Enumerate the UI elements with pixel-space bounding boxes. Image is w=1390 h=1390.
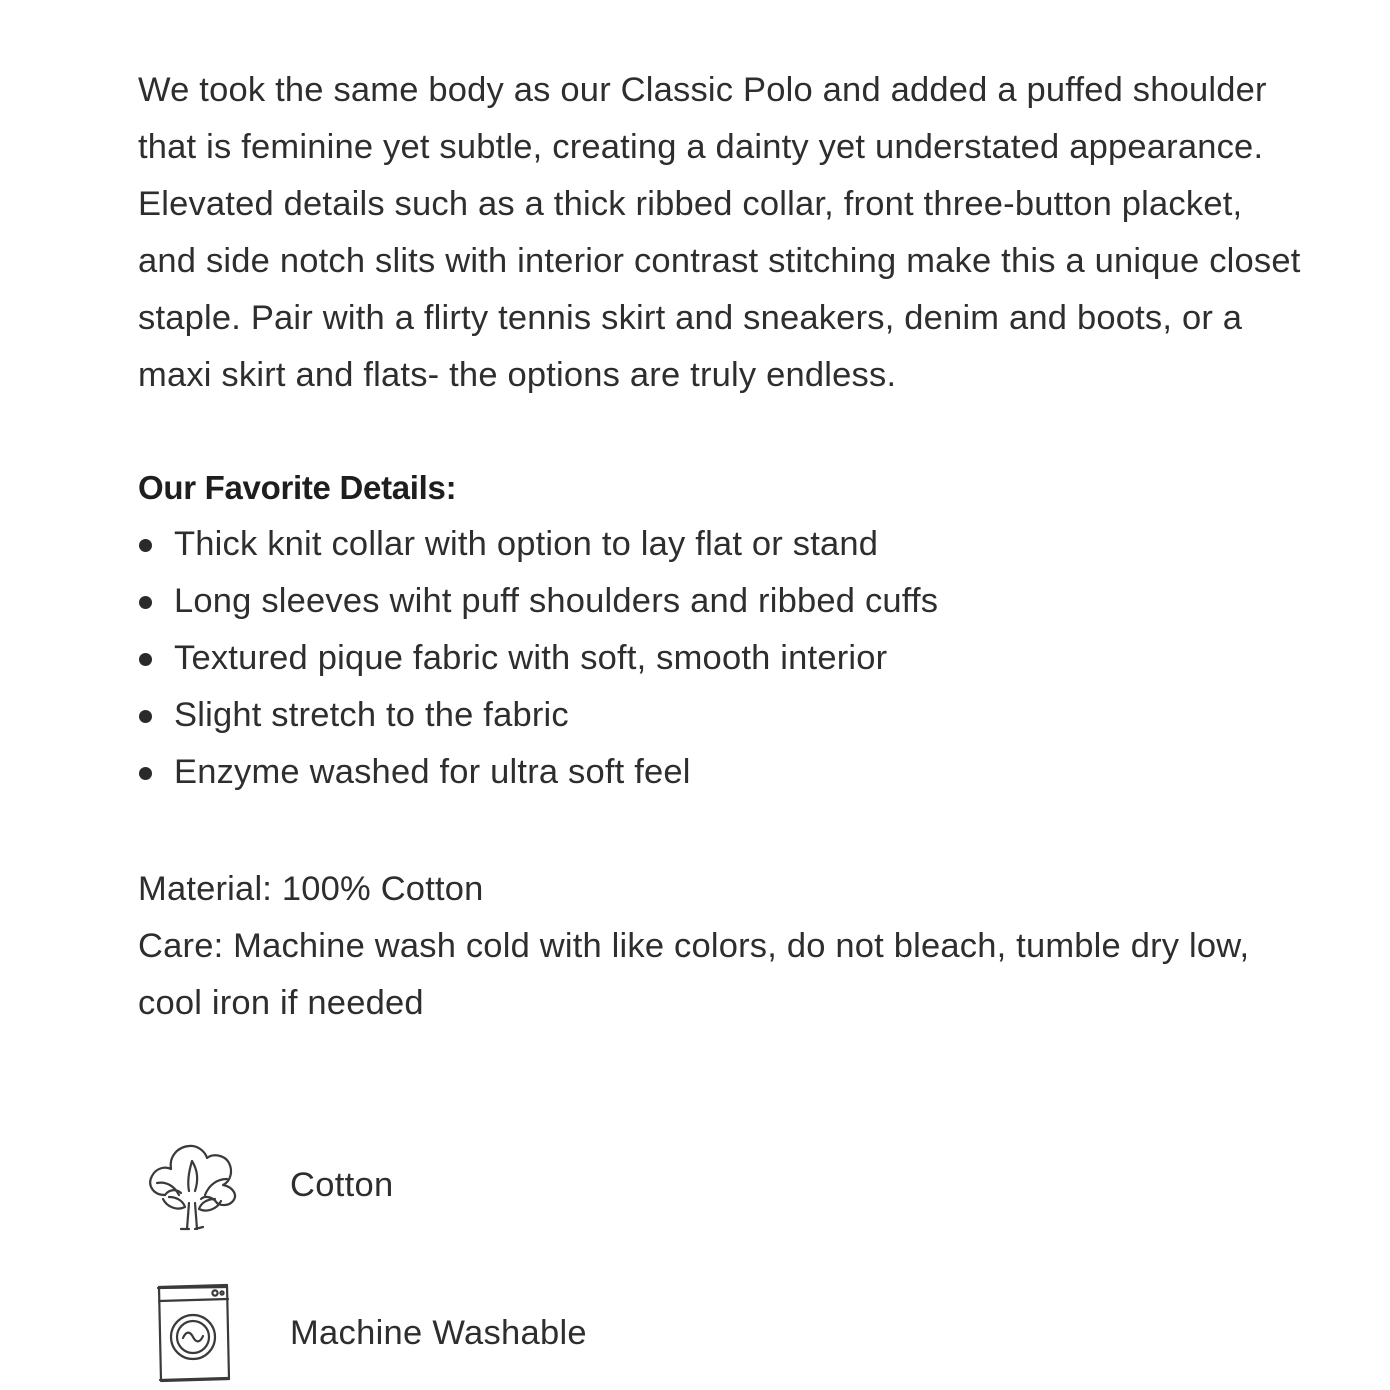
details-heading: Our Favorite Details: — [138, 469, 457, 506]
product-description-section — [138, 62, 1310, 1032]
detail-text: Enzyme washed for ultra soft feel — [174, 753, 691, 791]
detail-text: Long sleeves wiht puff shoulders and ribbed cuffs — [174, 582, 939, 620]
bullet-icon — [139, 596, 152, 609]
cotton-flower-icon — [138, 1130, 248, 1240]
list-item — [138, 573, 1310, 630]
list-item — [138, 630, 1310, 687]
material-care-block — [138, 861, 1310, 1032]
feature-label-machine-washable: Machine Washable — [290, 1314, 587, 1352]
feature-machine-washable — [138, 1278, 587, 1388]
care-text: Care: Machine wash cold with like colors, do not bleach, tumble dry low, cool iron if needed — [138, 927, 1250, 1022]
list-item — [138, 687, 1310, 744]
list-item — [138, 516, 1310, 573]
material-text: Material: 100% Cotton — [138, 870, 484, 908]
details-list — [138, 516, 1310, 801]
detail-text: Slight stretch to the fabric — [174, 696, 569, 734]
feature-cotton — [138, 1130, 393, 1240]
feature-label-cotton: Cotton — [290, 1166, 394, 1204]
detail-text: Textured pique fabric with soft, smooth interior — [174, 639, 888, 677]
list-item — [138, 744, 1310, 801]
bullet-icon — [139, 710, 152, 723]
bullet-icon — [139, 539, 152, 552]
bullet-icon — [139, 767, 152, 780]
bullet-icon — [139, 653, 152, 666]
detail-text: Thick knit collar with option to lay flat or stand — [174, 525, 879, 563]
product-description: We took the same body as our Classic Polo and added a puffed shoulder that is feminine yet subtle, creating a dainty yet understated appearance. Elevated details such as a thick ribbed collar, front three-button placket, and side notch slits with interior contrast stitching make this a unique closet staple. Pair with a flirty tennis skirt and sneakers, denim and boots, or a maxi skirt and flats- the options are truly endless. — [138, 71, 1301, 394]
washing-machine-icon — [138, 1278, 248, 1388]
